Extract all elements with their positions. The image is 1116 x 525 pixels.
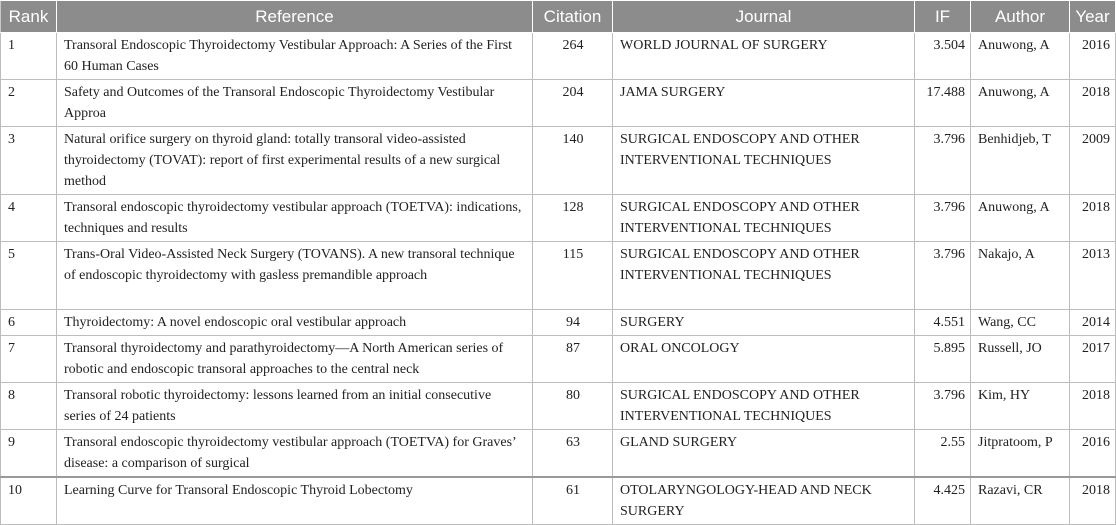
cell-reference: Transoral robotic thyroidectomy: lessons learned from an initial consecutive series of 24 patients: [57, 383, 533, 430]
table-row: [1, 310, 1116, 336]
table-row: [1, 242, 1116, 310]
cell-rank: 1: [1, 33, 57, 80]
cell-if: 4.425: [915, 477, 971, 525]
cell-year: 2016: [1070, 33, 1116, 80]
cell-citation: 140: [533, 127, 613, 195]
table-row: [1, 195, 1116, 242]
cell-journal: OTOLARYNGOLOGY-HEAD AND NECK SURGERY: [613, 477, 915, 525]
cell-if: 3.796: [915, 195, 971, 242]
cell-year: 2009: [1070, 127, 1116, 195]
cell-if: 3.504: [915, 33, 971, 80]
cell-rank: 6: [1, 310, 57, 336]
cell-year: 2018: [1070, 383, 1116, 430]
cell-journal: SURGICAL ENDOSCOPY AND OTHER INTERVENTIONAL TECHNIQUES: [613, 195, 915, 242]
cell-journal: SURGICAL ENDOSCOPY AND OTHER INTERVENTIONAL TECHNIQUES: [613, 242, 915, 310]
table-row: [1, 336, 1116, 383]
cell-reference: Natural orifice surgery on thyroid gland: totally transoral video-assisted thyroidectomy (TOVAT): report of first experimental results of a new surgical method: [57, 127, 533, 195]
cell-if: 4.551: [915, 310, 971, 336]
header-citation: Citation: [533, 1, 613, 33]
cell-author: Kim, HY: [971, 383, 1070, 430]
cell-reference: Transoral Endoscopic Thyroidectomy Vestibular Approach: A Series of the First 60 Human Cases: [57, 33, 533, 80]
cell-year: 2014: [1070, 310, 1116, 336]
cell-citation: 115: [533, 242, 613, 310]
cell-reference: Learning Curve for Transoral Endoscopic Thyroid Lobectomy: [57, 477, 533, 525]
cell-rank: 10: [1, 477, 57, 525]
cell-journal: GLAND SURGERY: [613, 430, 915, 478]
cell-reference: Transoral endoscopic thyroidectomy vestibular approach (TOETVA): indications, techniques and results: [57, 195, 533, 242]
cell-if: 3.796: [915, 383, 971, 430]
cell-citation: 80: [533, 383, 613, 430]
cell-rank: 5: [1, 242, 57, 310]
cell-if: 3.796: [915, 127, 971, 195]
cell-citation: 94: [533, 310, 613, 336]
table-row: [1, 33, 1116, 80]
cell-year: 2017: [1070, 336, 1116, 383]
cell-author: Russell, JO: [971, 336, 1070, 383]
cell-reference: Safety and Outcomes of the Transoral Endoscopic Thyroidectomy Vestibular Approa: [57, 80, 533, 127]
cell-if: 17.488: [915, 80, 971, 127]
cell-year: 2013: [1070, 242, 1116, 310]
cell-citation: 264: [533, 33, 613, 80]
cell-journal: JAMA SURGERY: [613, 80, 915, 127]
cell-author: Wang, CC: [971, 310, 1070, 336]
cell-if: 2.55: [915, 430, 971, 478]
header-reference: Reference: [57, 1, 533, 33]
cell-journal: SURGERY: [613, 310, 915, 336]
cell-author: Jitpratoom, P: [971, 430, 1070, 478]
header-if: IF: [915, 1, 971, 33]
cell-year: 2018: [1070, 195, 1116, 242]
cell-citation: 87: [533, 336, 613, 383]
cell-reference: Transoral thyroidectomy and parathyroidectomy—A North American series of robotic and endoscopic transoral approaches to the central neck: [57, 336, 533, 383]
header-rank: Rank: [1, 1, 57, 33]
cell-author: Benhidjeb, T: [971, 127, 1070, 195]
cell-author: Nakajo, A: [971, 242, 1070, 310]
cell-if: 3.796: [915, 242, 971, 310]
cell-rank: 3: [1, 127, 57, 195]
cell-reference: Trans-Oral Video-Assisted Neck Surgery (TOVANS). A new transoral technique of endoscopic thyroidectomy with gasless premandible approach: [57, 242, 533, 310]
header-year: Year: [1070, 1, 1116, 33]
cell-author: Anuwong, A: [971, 33, 1070, 80]
cell-author: Razavi, CR: [971, 477, 1070, 525]
cell-citation: 63: [533, 430, 613, 478]
table-row: [1, 127, 1116, 195]
cell-rank: 2: [1, 80, 57, 127]
cell-reference: Transoral endoscopic thyroidectomy vestibular approach (TOETVA) for Graves’ disease: a comparison of surgical: [57, 430, 533, 478]
cell-rank: 4: [1, 195, 57, 242]
table-row: [1, 80, 1116, 127]
table-row: [1, 383, 1116, 430]
cell-year: 2016: [1070, 430, 1116, 478]
cell-citation: 128: [533, 195, 613, 242]
cell-journal: SURGICAL ENDOSCOPY AND OTHER INTERVENTIONAL TECHNIQUES: [613, 127, 915, 195]
cell-year: 2018: [1070, 477, 1116, 525]
cell-year: 2018: [1070, 80, 1116, 127]
cell-reference: Thyroidectomy: A novel endoscopic oral vestibular approach: [57, 310, 533, 336]
header-journal: Journal: [613, 1, 915, 33]
cell-citation: 61: [533, 477, 613, 525]
cell-author: Anuwong, A: [971, 80, 1070, 127]
cell-journal: ORAL ONCOLOGY: [613, 336, 915, 383]
cell-if: 5.895: [915, 336, 971, 383]
cell-author: Anuwong, A: [971, 195, 1070, 242]
table-row: [1, 477, 1116, 525]
cell-rank: 9: [1, 430, 57, 478]
table-row: [1, 430, 1116, 478]
cell-rank: 7: [1, 336, 57, 383]
header-author: Author: [971, 1, 1070, 33]
cell-journal: WORLD JOURNAL OF SURGERY: [613, 33, 915, 80]
cell-journal: SURGICAL ENDOSCOPY AND OTHER INTERVENTIONAL TECHNIQUES: [613, 383, 915, 430]
cell-citation: 204: [533, 80, 613, 127]
cell-rank: 8: [1, 383, 57, 430]
table-header-row: [1, 1, 1116, 33]
